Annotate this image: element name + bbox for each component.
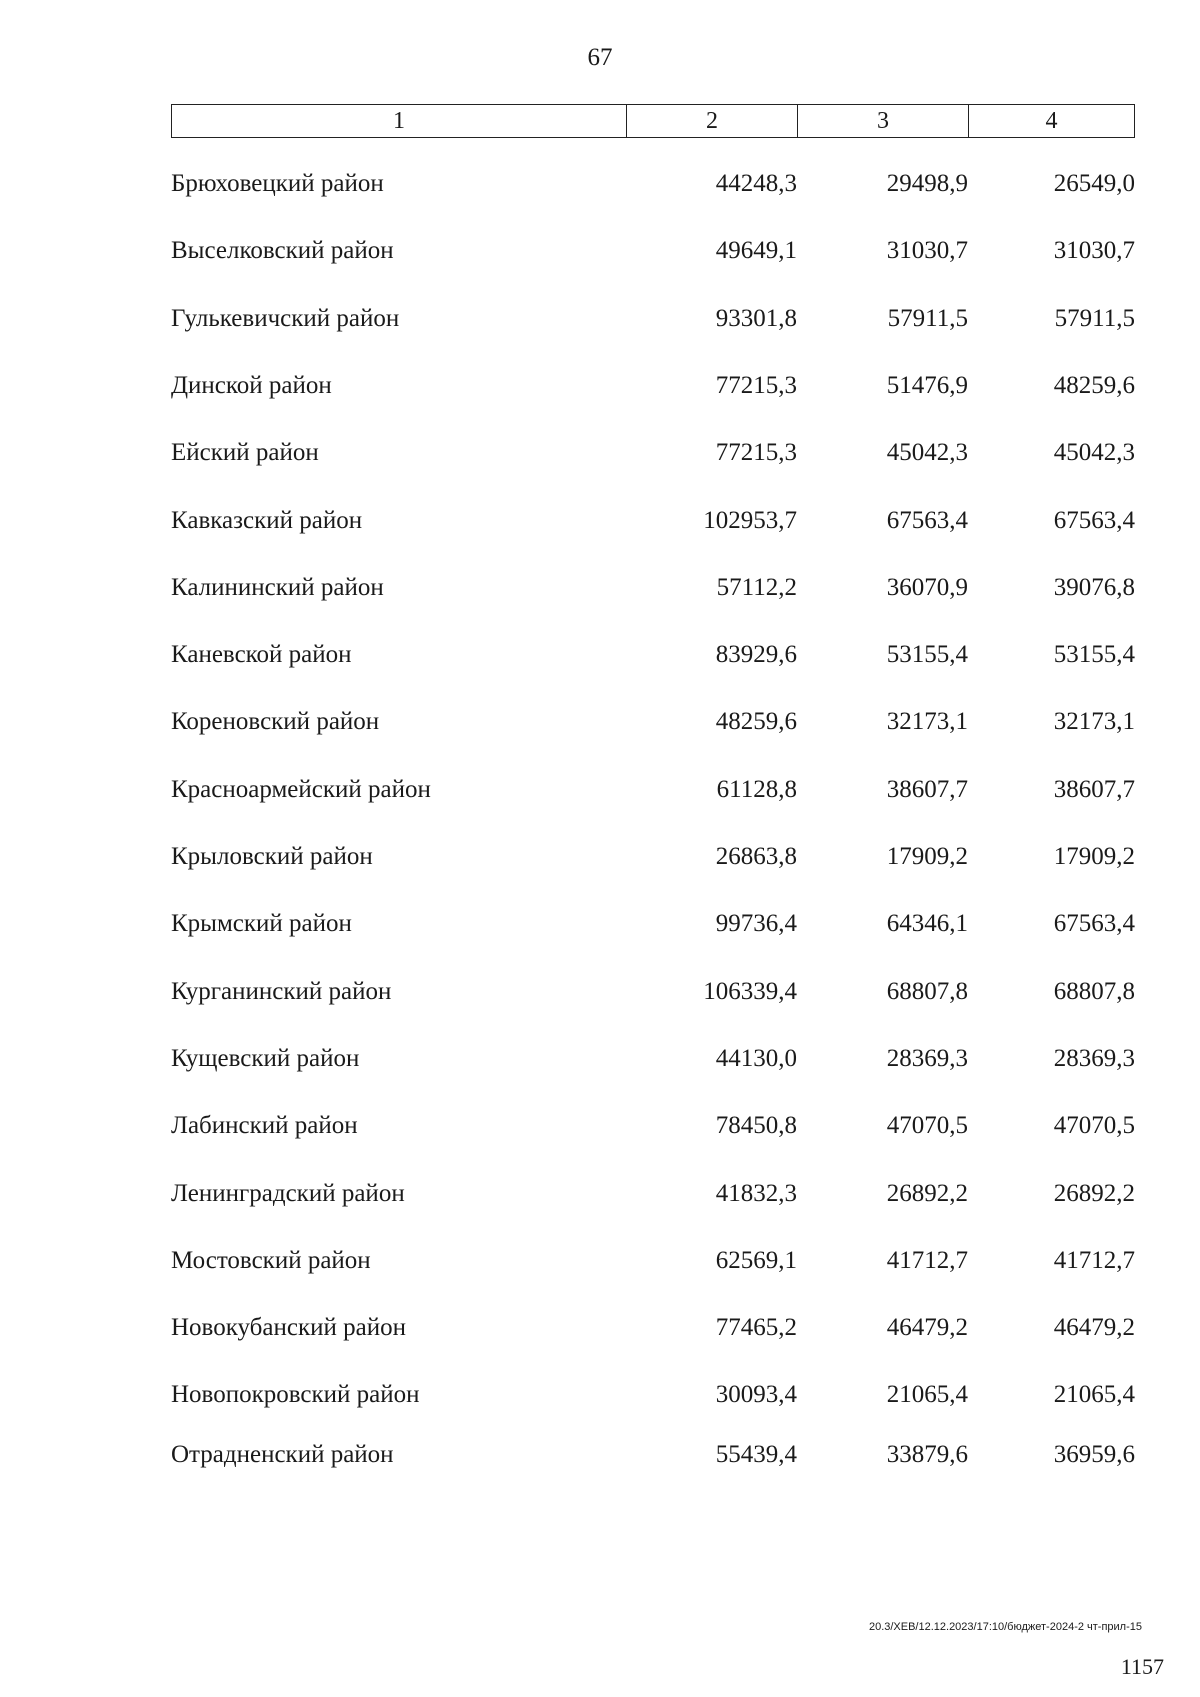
district-name: Курганинский район [171, 977, 392, 1005]
value-col-2: 48259,6 [715, 708, 797, 736]
value-col-2: 77465,2 [715, 1314, 797, 1342]
value-col-2: 102953,7 [703, 506, 797, 534]
value-col-4: 46479,2 [1053, 1314, 1135, 1342]
district-name: Ейский район [171, 439, 319, 467]
value-col-4: 26892,2 [1053, 1179, 1135, 1207]
table-row [171, 303, 1135, 335]
value-col-4: 36959,6 [1053, 1440, 1135, 1468]
value-col-3: 17909,2 [886, 843, 968, 870]
value-col-2: 83929,6 [715, 641, 797, 669]
value-col-2: 78450,8 [715, 1112, 797, 1140]
table-row [171, 572, 1135, 604]
value-col-3: 46479,2 [886, 1314, 968, 1342]
value-col-2: 99736,4 [715, 910, 797, 938]
value-col-4: 21065,4 [1053, 1381, 1135, 1409]
value-col-3: 36070,9 [886, 573, 968, 601]
value-col-3: 38607,7 [886, 775, 968, 803]
table-row [171, 774, 1135, 806]
value-col-2: 77215,3 [715, 439, 797, 467]
district-name: Ленинградский район [171, 1179, 405, 1207]
district-name: Выселковский район [171, 237, 394, 265]
value-col-4: 28369,3 [1053, 1044, 1135, 1072]
value-col-4: 68807,8 [1053, 977, 1135, 1005]
value-col-2: 41832,3 [715, 1179, 797, 1207]
value-col-2: 57112,2 [716, 573, 797, 601]
value-col-2: 44130,0 [715, 1044, 797, 1072]
page-number: 67 [587, 44, 613, 71]
district-name: Брюховецкий район [171, 170, 384, 197]
value-col-4: 32173,1 [1053, 708, 1135, 736]
district-name: Динской район [171, 371, 332, 399]
table-row [171, 841, 1135, 873]
table-row [171, 1178, 1135, 1210]
value-col-3: 33879,6 [886, 1440, 968, 1468]
table-row [171, 1043, 1135, 1075]
value-col-3: 67563,4 [886, 506, 968, 534]
document-code: 20.3/ХЕВ/12.12.2023/17:10/бюджет-2024-2 чт-прил-15 [868, 1621, 1142, 1633]
district-name: Отрадненский район [171, 1440, 394, 1468]
district-name: Каневской район [171, 641, 352, 669]
value-col-3: 32173,1 [886, 708, 968, 736]
value-col-3: 28369,3 [886, 1044, 968, 1072]
table-row [171, 639, 1135, 671]
table-row [171, 976, 1135, 1008]
district-name: Крымский район [171, 910, 352, 938]
value-col-2: 49649,1 [715, 237, 797, 265]
table-row [171, 1245, 1135, 1277]
value-col-3: 64346,1 [886, 910, 968, 938]
header-col-4: 4 [1045, 108, 1058, 134]
value-col-2: 62569,1 [715, 1246, 797, 1274]
value-col-4: 57911,5 [1054, 304, 1135, 332]
table-row [171, 1439, 1135, 1471]
value-col-3: 29498,9 [886, 170, 968, 197]
district-name: Кореновский район [171, 708, 380, 736]
value-col-3: 68807,8 [886, 977, 968, 1005]
district-name: Новокубанский район [171, 1314, 406, 1342]
value-col-4: 39076,8 [1053, 573, 1135, 601]
table-row [171, 1110, 1135, 1142]
table-row [171, 706, 1135, 738]
district-name: Красноармейский район [171, 775, 431, 803]
value-col-3: 45042,3 [886, 439, 968, 467]
value-col-3: 31030,7 [886, 237, 968, 265]
value-col-2: 30093,4 [715, 1381, 797, 1409]
table-row [171, 1379, 1135, 1411]
value-col-4: 47070,5 [1053, 1112, 1135, 1140]
value-col-2: 93301,8 [715, 304, 797, 332]
district-name: Гулькевичский район [171, 304, 400, 332]
value-col-4: 67563,4 [1053, 506, 1135, 534]
header-col-2: 2 [627, 105, 798, 137]
value-col-4: 41712,7 [1053, 1246, 1135, 1274]
value-col-2: 106339,4 [703, 977, 797, 1005]
value-col-4: 26549,0 [1053, 170, 1135, 197]
header-col-1: 1 [172, 105, 627, 137]
district-name: Новопокровский район [171, 1381, 420, 1409]
district-name: Калининский район [171, 573, 384, 601]
value-col-3: 57911,5 [887, 304, 968, 332]
table-row [171, 1312, 1135, 1344]
value-col-3: 53155,4 [886, 641, 968, 669]
value-col-3: 21065,4 [886, 1381, 968, 1409]
district-name: Лабинский район [171, 1112, 358, 1140]
table-row [171, 235, 1135, 267]
table-row [171, 370, 1135, 402]
value-col-4: 31030,7 [1053, 237, 1135, 265]
value-col-2: 44248,3 [715, 170, 797, 197]
value-col-4: 67563,4 [1053, 910, 1135, 938]
value-col-2: 26863,8 [715, 843, 797, 870]
value-col-3: 41712,7 [886, 1246, 968, 1274]
value-col-2: 55439,4 [715, 1440, 797, 1468]
value-col-4: 38607,7 [1053, 775, 1135, 803]
value-col-3: 26892,2 [886, 1179, 968, 1207]
value-col-4: 45042,3 [1053, 439, 1135, 467]
table-row [171, 168, 1135, 200]
value-col-4: 48259,6 [1053, 371, 1135, 399]
sheet-number: 1157 [1120, 1654, 1164, 1679]
value-col-2: 61128,8 [716, 775, 797, 803]
district-name: Крыловский район [171, 843, 373, 870]
value-col-3: 47070,5 [886, 1112, 968, 1140]
table-row [171, 437, 1135, 469]
budget-table [171, 104, 1135, 1468]
district-name: Мостовский район [171, 1246, 371, 1274]
table-row [171, 908, 1135, 940]
value-col-3: 51476,9 [886, 371, 968, 399]
table-row [171, 505, 1135, 537]
district-name: Кавказский район [171, 506, 363, 534]
header-col-3: 3 [798, 105, 969, 137]
value-col-4: 17909,2 [1053, 843, 1135, 870]
value-col-4: 53155,4 [1053, 641, 1135, 669]
value-col-2: 77215,3 [715, 371, 797, 399]
table-header-row [171, 104, 1135, 138]
district-name: Кущевский район [171, 1044, 360, 1072]
